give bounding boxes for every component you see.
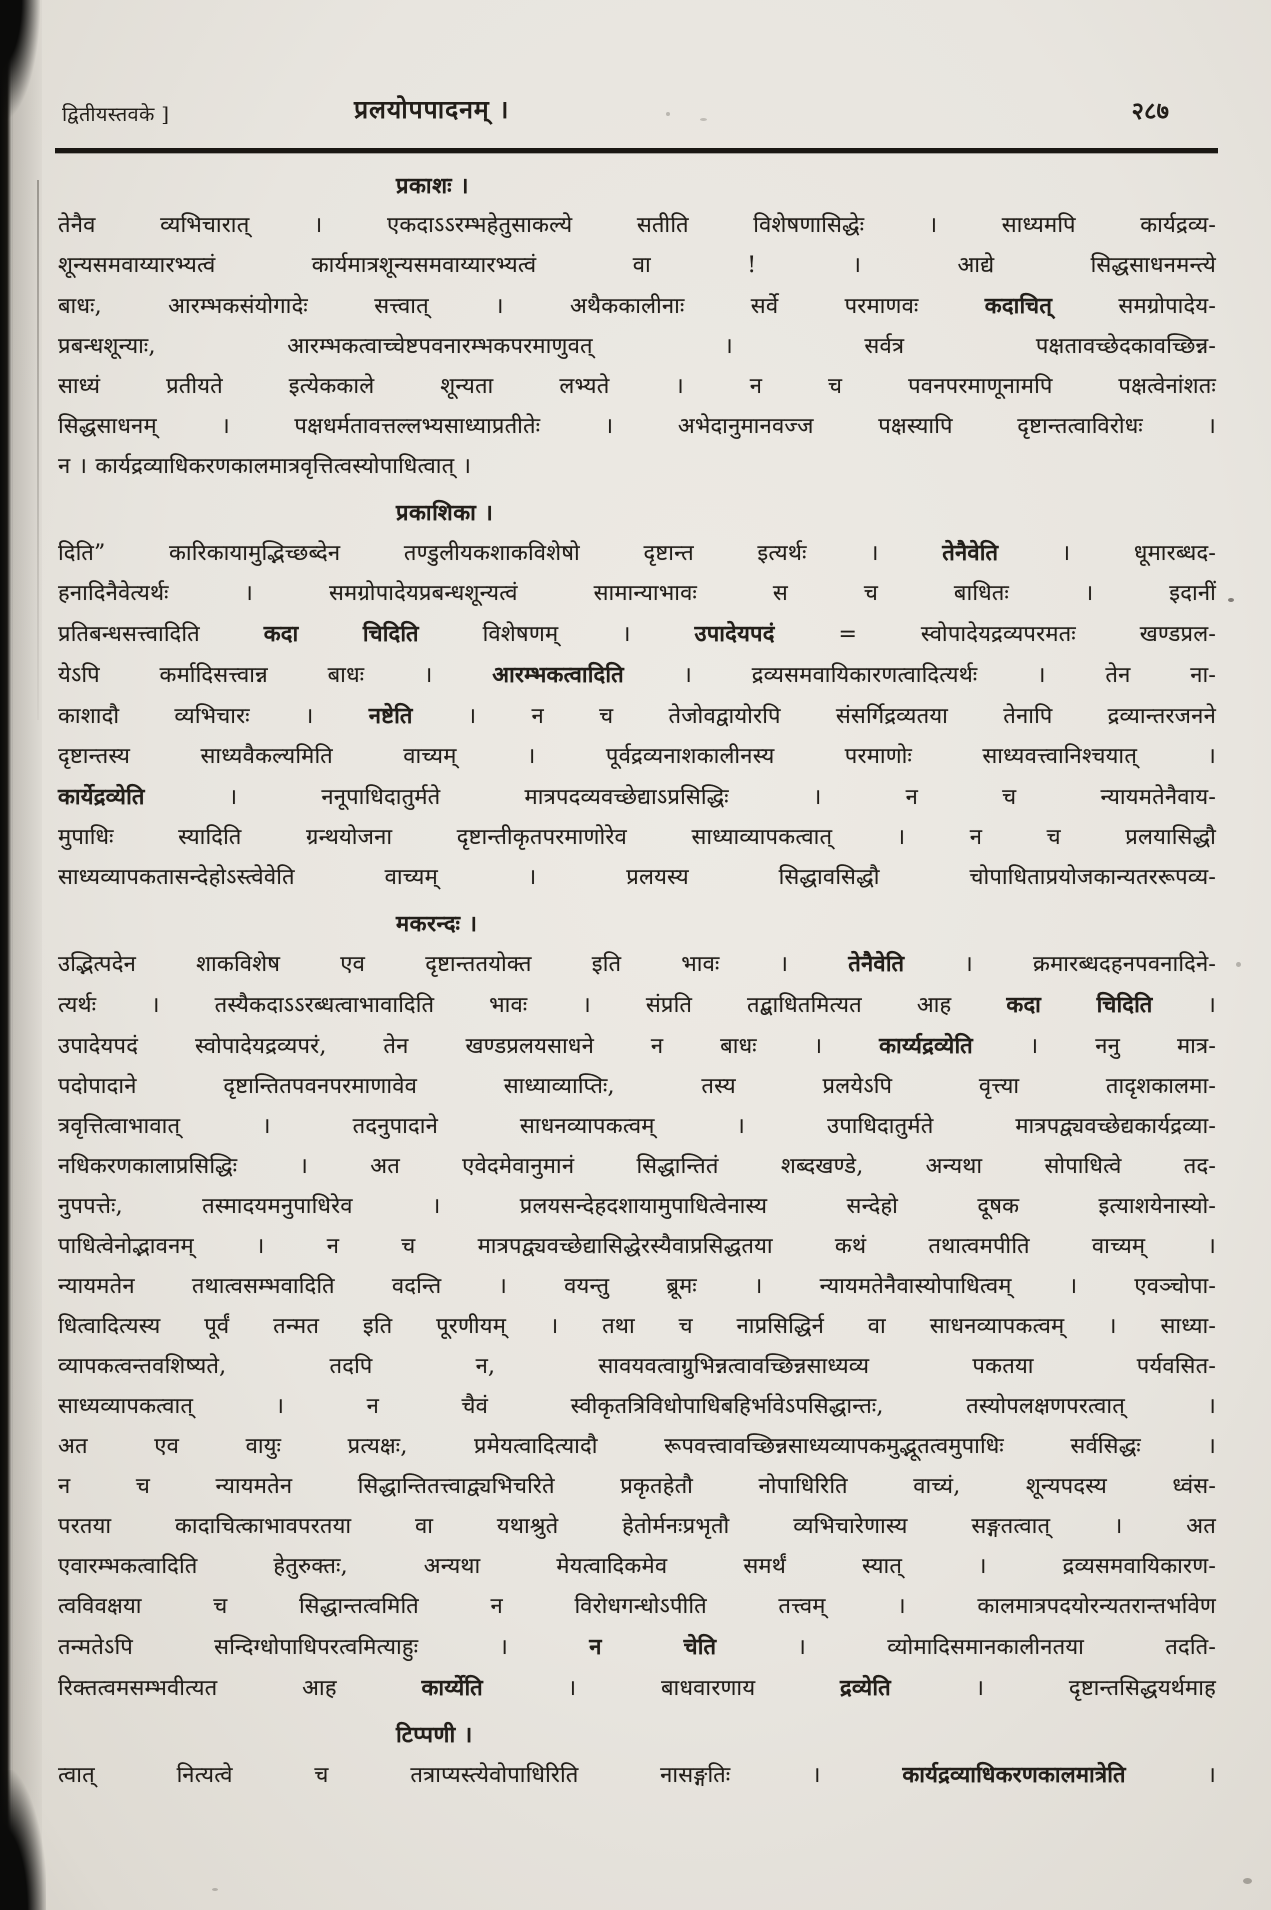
- text-line: दृष्टान्तस्य साध्यवैकल्यमिति वाच्यम् । पूर्वद्रव्यनाशकालीनस्य परमाणोः साध्यवत्त्वानिश्चयात् ।: [58, 744, 1216, 769]
- text-line: रिक्तत्वमसम्भवीत्यत आह कार्य्येति । बाधवारणाय द्रव्येति । दृष्टान्तसिद्धयर्थमाह: [58, 1675, 1216, 1701]
- text-line: त्वविवक्षया च सिद्धान्तत्वमिति न विरोधगन्धोऽपीति तत्त्वम् । कालमात्रपदयोरन्यतरान्तर्भावेण: [58, 1594, 1216, 1619]
- text-line: नधिकरणकालाप्रसिद्धिः । अत एवेदमेवानुमानं सिद्धान्तितं शब्दखण्डे, अन्यथा सोपाधित्वे तद-: [58, 1154, 1216, 1179]
- text-line: येऽपि कर्मादिसत्त्वान्न बाधः । आरम्भकत्वादिति । द्रव्यसमवायिकारणत्वादित्यर्थः । तेन ना-: [58, 662, 1216, 688]
- section-heading: मकरन्दः ।: [396, 911, 478, 937]
- text-line: मुपाधिः स्यादिति ग्रन्थयोजना दृष्टान्तीकृतपरमाणोरेव साध्याव्यापकत्वात् । न च प्रलयासिद्धौ: [58, 825, 1216, 850]
- text-line: पदोपादाने दृष्टान्तितपवनपरमाणावेव साध्याव्याप्तिः, तस्य प्रलयेऽपि वृत्त्या तादृशकालमा-: [58, 1074, 1216, 1099]
- scan-corner-bottom-left: [0, 1770, 46, 1910]
- text-line: एवारम्भकत्वादिति हेतुरुक्तः, अन्यथा मेयत्वादिकमेव समर्थं स्यात् । द्रव्यसमवायिकारण-: [58, 1554, 1216, 1579]
- text-line: परतया कादाचित्काभावपरतया वा यथाश्रुते हेतोर्मनःप्रभृतौ व्यभिचारेणास्य सङ्गतत्वात् । अत: [58, 1514, 1216, 1539]
- text-line: कार्येद्रव्येति । ननूपाधिदातुर्मते मात्रपदव्यवच्छेद्याऽप्रसिद्धिः । न च न्यायमतेनैवाय-: [58, 784, 1216, 810]
- text-line: काशादौ व्यभिचारः । नष्टेति । न च तेजोवद्वायोरपि संसर्गिद्रव्यतया तेनापि द्रव्यान्तरजनने: [58, 703, 1216, 729]
- section-heading: प्रकाशिका ।: [396, 500, 494, 526]
- text-line: उद्भित्पदेन शाकविशेष एव दृष्टान्ततयोक्त इति भावः । तेनैवेति । क्रमारब्धदहनपवनादिने-: [58, 951, 1216, 977]
- text-line: साध्यं प्रतीयते इत्येककाले शून्यता लभ्यते । न च पवनपरमाणूनामपि पक्षत्वेनांशतः: [58, 374, 1216, 399]
- text-line: नुपपत्तेः, तस्मादयमनुपाधिरेव । प्रलयसन्देहदशायामुपाधित्वेनास्य सन्देहो दूषक इत्याशयेनास्यो-: [58, 1194, 1216, 1219]
- scan-speck: [1228, 598, 1234, 602]
- text-sections: [58, 160, 1216, 1796]
- section-heading: प्रकाशः ।: [396, 173, 470, 199]
- page-header: [58, 92, 1221, 136]
- text-line: त्रवृत्तित्वाभावात् । तदनुपादाने साधनव्यापकत्वम् । उपाधिदातुर्मते मात्रपद्व्यवच्छेद्यकार्यद्रव्या-: [58, 1114, 1216, 1139]
- text-line: धित्वादित्यस्य पूर्वं तन्मत इति पूरणीयम् । तथा च नाप्रसिद्धिर्न वा साधनव्यापकत्वम् । साध्या-: [58, 1314, 1216, 1339]
- header-rule: [55, 148, 1218, 153]
- text-line: त्यर्थः । तस्यैकदाऽऽरब्धत्वाभावादिति भावः । संप्रति तद्बाधितमित्यत आह कदा चिदिति ।: [58, 992, 1217, 1018]
- text-line: उपादेयपदं स्वोपादेयद्रव्यपरं, तेन खण्डप्रलयसाधने न बाधः । कार्य्यद्रव्येति । ननु मात्र-: [58, 1033, 1216, 1059]
- scan-corner-top-left: [0, 0, 40, 120]
- page-number: २८७: [1131, 96, 1169, 125]
- chapter-label: द्वितीयस्तवके ]: [62, 102, 170, 126]
- text-line: प्रतिबन्धसत्त्वादिति कदा चिदिति विशेषणम् । उपादेयपदं = स्वोपादेयद्रव्यपरमतः खण्डप्रल-: [58, 621, 1216, 647]
- text-line: साध्यव्यापकत्वात् । न चैवं स्वीकृतत्रिविधोपाधिबहिर्भावेऽपसिद्धान्तः, तस्योपलक्षणपरत्वात् ।: [58, 1394, 1216, 1419]
- text-line: न । कार्यद्रव्याधिकरणकालमात्रवृत्तित्वस्योपाधित्वात् ।: [58, 454, 472, 479]
- text-line: दिति” कारिकायामुद्भिच्छब्देन तण्डुलीयकशाकविशेषो दृष्टान्त इत्यर्थः । तेनैवेति । धूमारब्धद-: [58, 540, 1217, 566]
- text-line: शून्यसमवाय्यारभ्यत्वं कार्यमात्रशून्यसमवाय्यारभ्यत्वं वा ! । आद्ये सिद्धसाधनमन्त्ये: [58, 253, 1216, 278]
- scan-crease-line: [37, 180, 39, 720]
- text-line: न च न्यायमतेन सिद्धान्तितत्त्वाद्व्यभिचरिते प्रकृतहेतौ नोपाधिरिति वाच्यं, शून्यपदस्य ध्वंस-: [58, 1474, 1216, 1499]
- scan-speck: [1243, 1878, 1252, 1884]
- scan-speck: [212, 1888, 218, 1891]
- text-line: न्यायमतेन तथात्वसम्भवादिति वदन्ति । वयन्तु ब्रूमः । न्यायमतेनैवास्योपाधित्वम् । एवञ्चोपा-: [58, 1274, 1216, 1299]
- text-line: साध्यव्यापकतासन्देहोऽस्त्वेवेति वाच्यम् । प्रलयस्य सिद्धावसिद्धौ चोपाधिताप्रयोजकान्यतररूपव्य-: [58, 865, 1216, 890]
- text-line: सिद्धसाधनम् । पक्षधर्मतावत्तल्लभ्यसाध्याप्रतीतेः । अभेदानुमानवज्ज पक्षस्यापि दृष्टान्तत्वाविरोधः ।: [58, 414, 1216, 439]
- page-title: प्रलयोपपादनम् ।: [354, 95, 510, 124]
- text-line: हनादिनैवेत्यर्थः । समग्रोपादेयप्रबन्धशून्यत्वं सामान्याभावः स च बाधितः । इदानीं: [58, 581, 1216, 606]
- text-line: पाधित्वेनोद्भावनम् । न च मात्रपद्व्यवच्छेद्यासिद्धेरस्यैवाप्रसिद्धतया कथं तथात्वमपीति वाच्यम् ।: [58, 1234, 1216, 1259]
- text-line: तेनैव व्यभिचारात् । एकदाऽऽरम्भहेतुसाकल्ये सतीति विशेषणासिद्धेः । साध्यमपि कार्यद्रव्य-: [58, 213, 1216, 238]
- section-heading: टिप्पणी ।: [396, 1722, 473, 1748]
- text-line: व्यापकत्वन्तवशिष्यते, तदपि न, सावयवत्वाग्रुभिन्नत्वावच्छिन्नसाध्यव्य पकतया पर्यवसित-: [58, 1354, 1216, 1379]
- text-line: तन्मतेऽपि सन्दिग्धोपाधिपरत्वमित्याहुः । न चेति । व्योमादिसमानकालीनतया तदति-: [58, 1634, 1216, 1660]
- text-line: प्रबन्धशून्याः, आरम्भकत्वाच्चेष्टपवनारम्भकपरमाणुवत् । सर्वत्र पक्षतावच्छेदकावच्छिन्न-: [58, 334, 1216, 359]
- scan-speck: [1236, 962, 1241, 967]
- text-line: अत एव वायुः प्रत्यक्षः, प्रमेयत्वादित्यादौ रूपवत्त्वावच्छिन्नसाध्यव्यापकमुद्भूतत्वमुपाधिः सर्वसिद्धः ।: [58, 1434, 1216, 1459]
- text-line: त्वात् नित्यत्वे च तत्राप्यस्त्येवोपाधिरिति नासङ्गतिः । कार्यद्रव्याधिकरणकालमात्रेति ।: [58, 1762, 1217, 1788]
- text-line: बाधः, आरम्भकसंयोगादेः सत्त्वात् । अथैककालीनाः सर्वे परमाणवः कदाचित् समग्रोपादेय-: [58, 293, 1216, 319]
